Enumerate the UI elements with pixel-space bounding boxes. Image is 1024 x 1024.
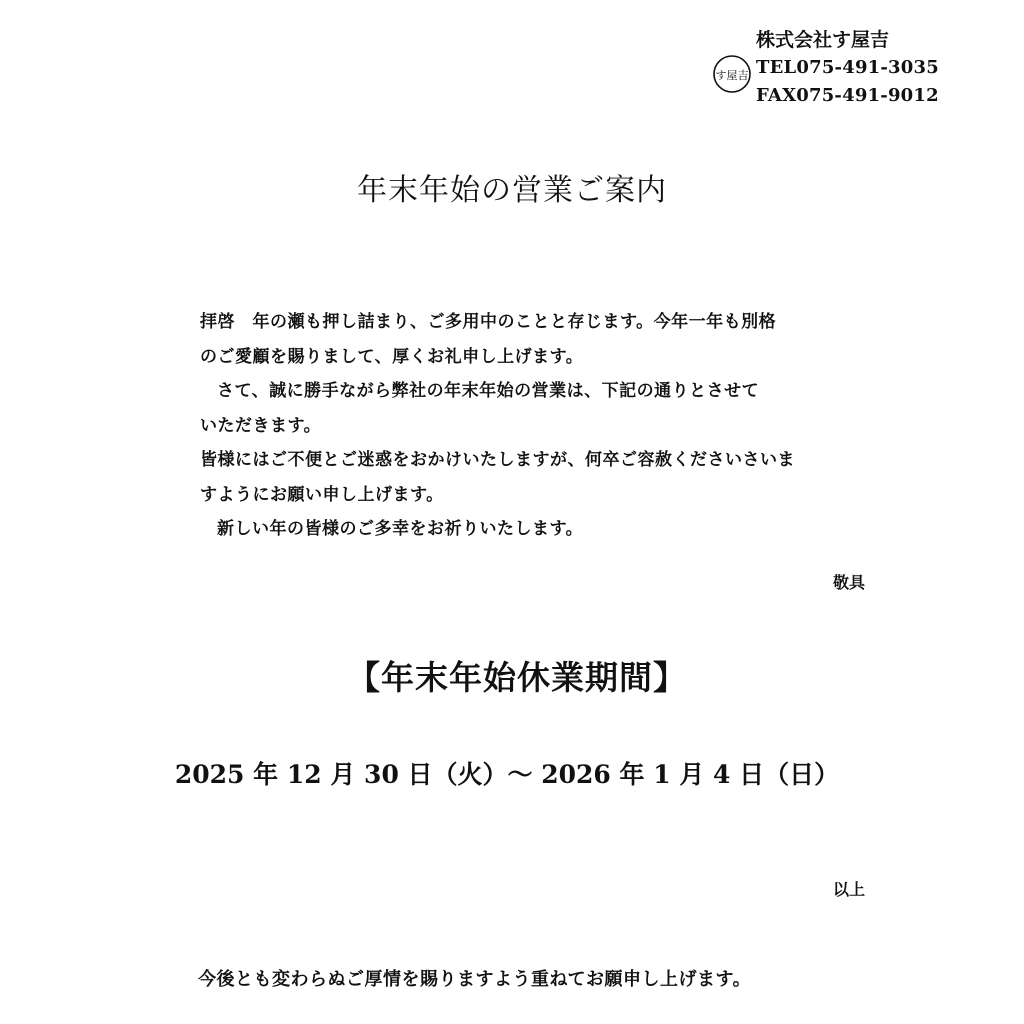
closing-salutation: 敬具: [832, 573, 865, 592]
holiday-heading: 【年末年始休業期間】: [347, 658, 687, 697]
body-line: いただきます。: [200, 415, 322, 436]
body-line: すようにお願い申し上げます。: [200, 484, 444, 505]
document-title: 年末年始の営業ご案内: [357, 173, 667, 208]
end-mark: 以上: [832, 880, 865, 899]
body-line: 皆様にはご不便とご迷惑をおかけいたしますが、何卒ご容赦くださいさいま: [200, 450, 795, 470]
company-header: [710, 26, 1010, 116]
company-tel: TEL075-491-3035: [756, 57, 939, 78]
body-line: さて、誠に勝手ながら弊社の年末年始の営業は、下記の通りとさせて: [217, 381, 760, 401]
company-seal-logo: [712, 54, 752, 94]
holiday-period: 2025 年 12 月 30 日（火）～ 2026 年 1 月 4 日（日）: [174, 760, 840, 789]
body-line: 新しい年の皆様のご多幸をお祈りいたします。: [217, 519, 584, 539]
company-fax: FAX075-491-9012: [756, 85, 939, 106]
letter-body: [200, 305, 860, 547]
svg-text:す屋吉: す屋吉: [715, 69, 749, 82]
company-name: 株式会社す屋吉: [756, 29, 890, 51]
body-line: 拝啓 年の瀬も押し詰まり、ご多用中のことと存じます。今年一年も別格: [200, 312, 777, 332]
final-message: 今後とも変わらぬご厚情を賜りますよう重ねてお願申し上げます。: [198, 969, 752, 990]
body-line: のご愛顧を賜りまして、厚くお礼申し上げます。: [200, 346, 584, 367]
